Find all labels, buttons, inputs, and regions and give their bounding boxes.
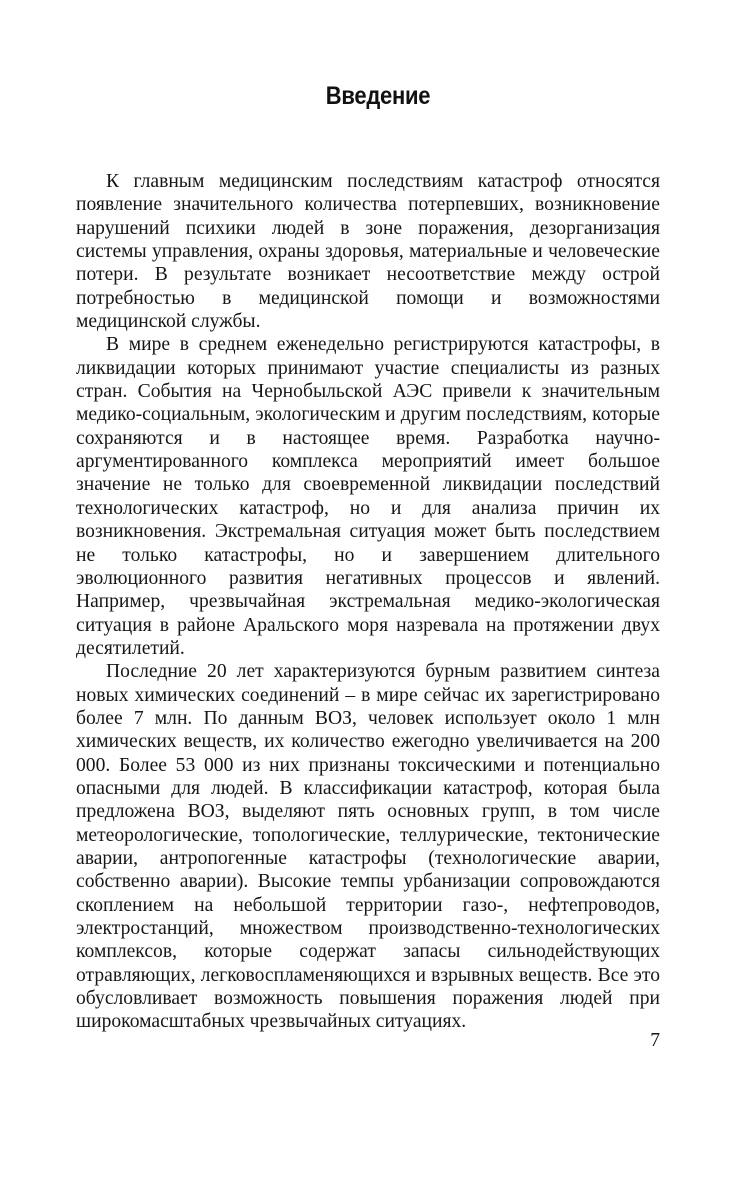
paragraph-2: В мире в среднем еженедельно регистрируются катастрофы, в ликвидации которых принимают участие специалисты из разных стран. События на Чернобыльской АЭС привели к значительным медико-социальным, экологическим и другим последствиям, которые сохраняются и в настоящее время. Разработка научно-аргументированного комплекса мероприятий имеет большое значение не только для своевременной ликвидации последствий технологических катастроф, но и для анализа причин их возникновения. Экстремальная ситуация может быть последствием не только катастрофы, но и завершением длительного эволюционного развития негативных процессов и явлений. Например, чрезвычайная экстремальная медико-экологическая ситуация в районе Аральского моря назревала на протяжении двух десятилетий. bbox=[76, 334, 660, 659]
body-text bbox=[76, 170, 660, 1034]
chapter-heading: Введение bbox=[325, 82, 431, 110]
paragraph-3: Последние 20 лет характеризуются бурным развитием синтеза новых химических соединений – в мире сейчас их зарегистрировано более 7 млн. По данным ВОЗ, человек использует около 1 млн химических веществ, их количество ежегодно увеличивается на 200 000. Более 53 000 из них признаны токсическими и потенциально опасными для людей. В классификации катастроф, которая была предложена ВОЗ, выделяют пять основных групп, в том числе метеорологические, топологические, теллурические, тектонические аварии, антропогенные катастрофы (технологические аварии, собственно аварии). Высокие темпы урбанизации сопровождаются скоплением на небольшой территории газо-, нефтепроводов, электростанций, множеством производственно-технологических комплексов, которые содержат запасы сильнодействующих отравляющих, легковоспламеняющихся и взрывных веществ. Все это обусловливает возможность повышения поражения людей при широкомасштабных чрезвычайных ситуациях. bbox=[76, 661, 660, 1033]
paragraph-1: К главным медицинским последствиям катастроф относятся появление значительного количества потерпевших, возникновение нарушений психики людей в зоне поражения, дезорганизация системы управления, охраны здоровья, материальные и человеческие потери. В результате возникает несоответствие между острой потребностью в медицинской помощи и возможностями медицинской службы. bbox=[76, 171, 660, 333]
page-number: 7 bbox=[650, 1030, 660, 1051]
